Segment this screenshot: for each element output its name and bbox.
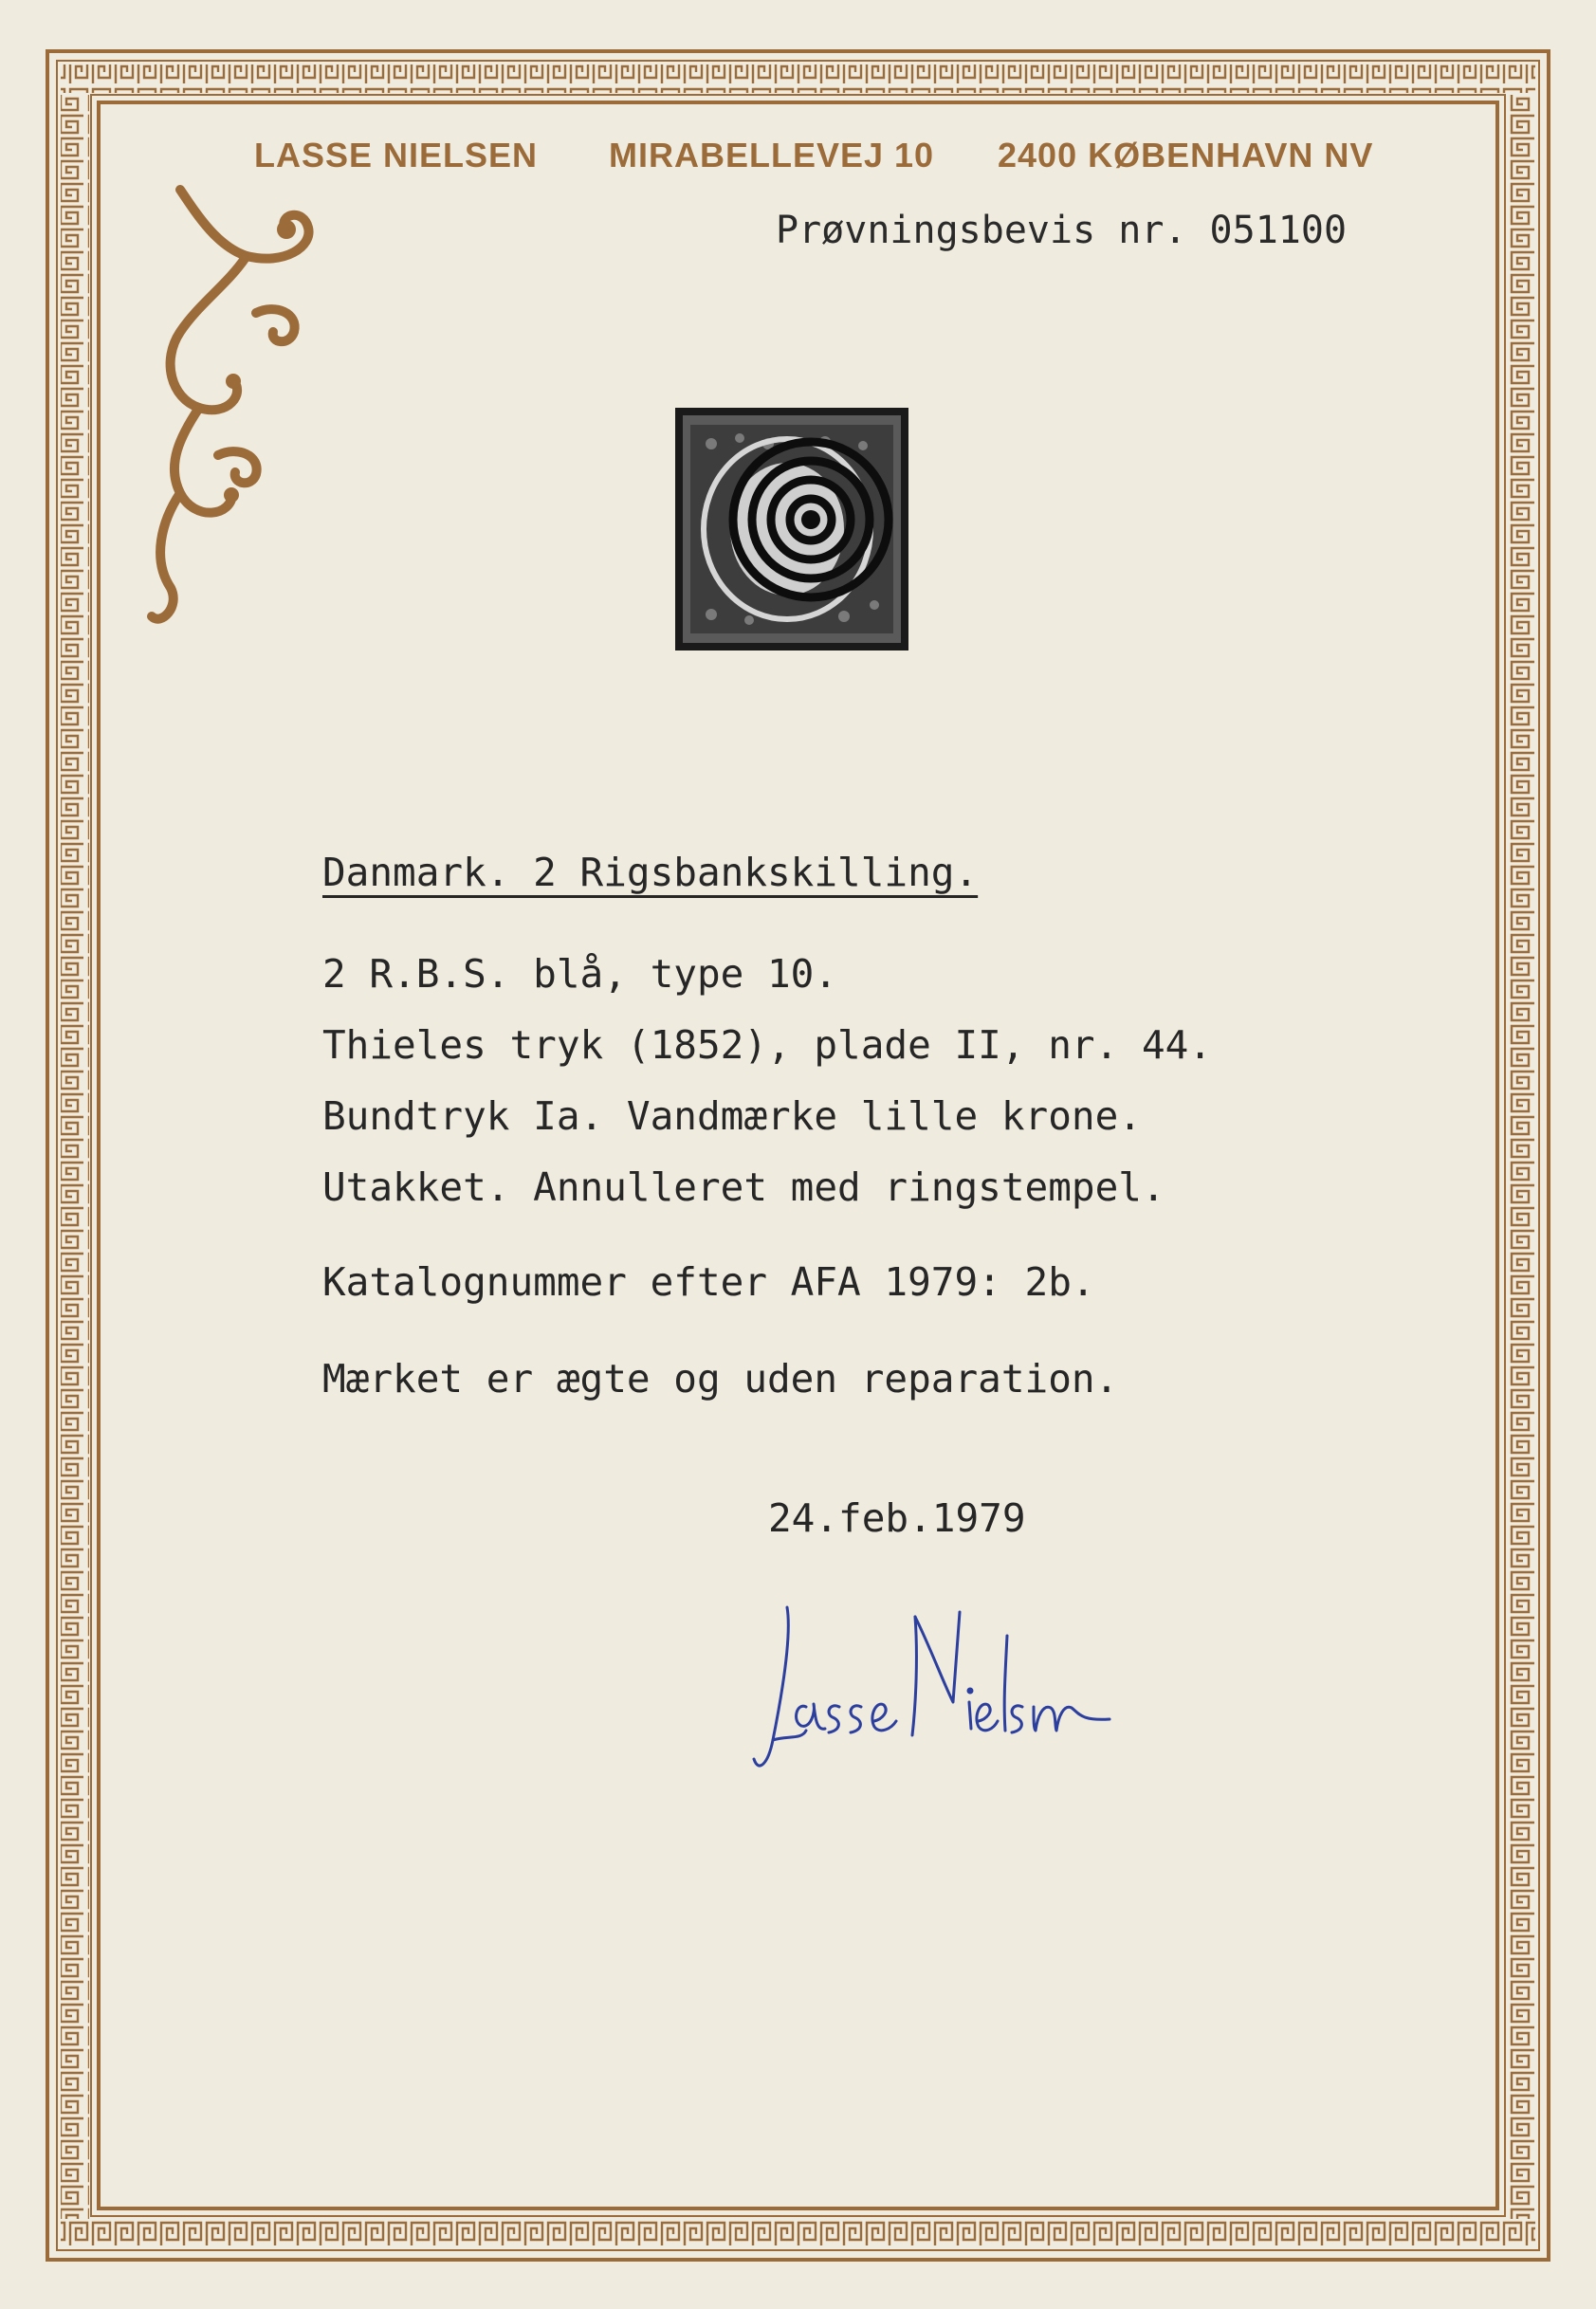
- letterhead-street: MIRABELLEVEJ 10: [609, 136, 935, 174]
- description-line: Thieles tryk (1852), plade II, nr. 44.: [322, 1022, 1212, 1068]
- certificate-number: Prøvningsbevis nr. 051100: [776, 209, 1348, 252]
- scroll-ornament-icon: [142, 180, 332, 635]
- certificate-date: 24.feb.1979: [768, 1495, 1026, 1541]
- letterhead-city: 2400 KØBENHAVN NV: [998, 136, 1374, 174]
- stamp-title: Danmark. 2 Rigsbankskilling.: [322, 850, 979, 895]
- stamp-image: [673, 406, 910, 652]
- signature-image: [749, 1579, 1128, 1787]
- statement-line: Mærket er ægte og uden reparation.: [322, 1356, 1119, 1402]
- letterhead-name: LASSE NIELSEN: [254, 136, 539, 174]
- description-line: 2 R.B.S. blå, type 10.: [322, 951, 838, 997]
- catalog-line: Katalognummer efter AFA 1979: 2b.: [322, 1259, 1095, 1305]
- description-line: Utakket. Annulleret med ringstempel.: [322, 1164, 1165, 1210]
- description-line: Bundtryk Ia. Vandmærke lille krone.: [322, 1093, 1142, 1139]
